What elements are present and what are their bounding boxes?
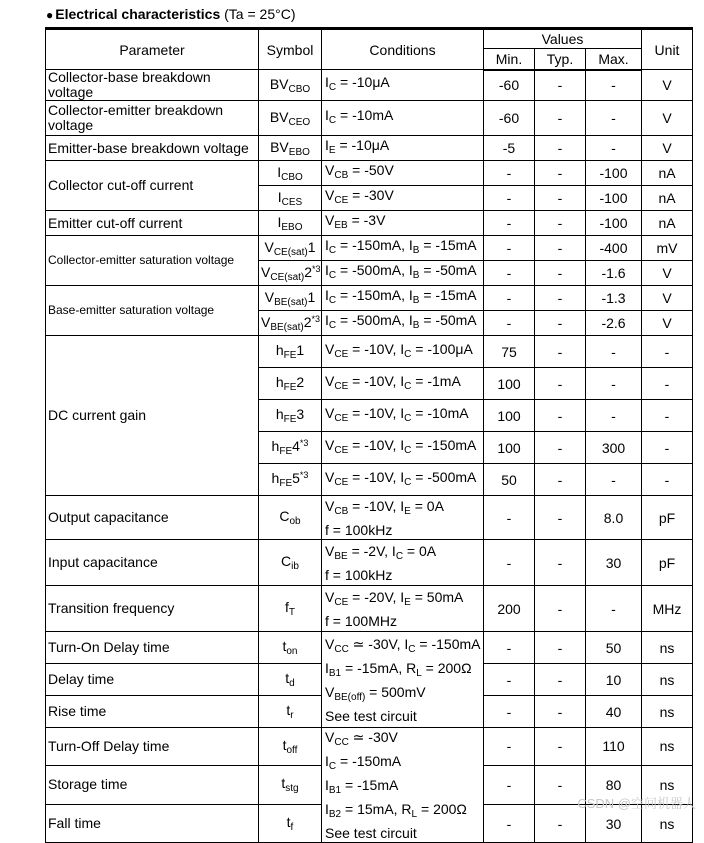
- typ-cell: -: [535, 586, 586, 632]
- condition-line: $V_{EB} = -3V$: [325, 212, 386, 231]
- symbol-cell: $t_d$: [259, 664, 322, 696]
- condition-line: See test circuit: [325, 707, 417, 724]
- symbol-cell: $t_{on}$: [259, 632, 322, 664]
- max-cell: -: [586, 464, 642, 496]
- symbol-cell: $I_{CBO}$: [259, 161, 322, 186]
- header-values: Values: [484, 29, 642, 49]
- min-cell: -: [484, 286, 535, 311]
- header-conditions: Conditions: [322, 29, 484, 70]
- min-cell: -: [484, 540, 535, 586]
- typ-cell: -: [535, 368, 586, 400]
- condition-cell: [322, 632, 484, 728]
- condition-line: $V_{CE} = -10V$, $I_C = -10mA$: [325, 404, 469, 424]
- symbol-cell: $C_{ib}$: [259, 540, 322, 586]
- condition-cell: [322, 236, 484, 261]
- min-cell: -: [484, 728, 535, 766]
- unit-cell: -: [642, 336, 693, 368]
- condition-cell: [322, 101, 484, 136]
- symbol-cell: $h_{FE}5^{*3}$: [259, 464, 322, 496]
- unit-cell: V: [642, 136, 693, 161]
- min-cell: -: [484, 261, 535, 286]
- section-title-text: Electrical characteristics: [55, 6, 221, 22]
- condition-line: $V_{CE} = -20V$, $I_E = 50mA$: [325, 588, 464, 608]
- typ-cell: -: [535, 400, 586, 432]
- min-cell: -60: [484, 101, 535, 136]
- typ-cell: -: [535, 464, 586, 496]
- max-cell: 30: [586, 540, 642, 586]
- param-cell: Rise time: [46, 696, 259, 728]
- header-unit: Unit: [642, 29, 693, 70]
- typ-cell: -: [535, 70, 586, 101]
- param-cell: Turn-Off Delay time: [46, 728, 259, 766]
- unit-cell: ns: [642, 765, 693, 805]
- max-cell: -100: [586, 161, 642, 186]
- symbol-cell: $I_{EBO}$: [259, 211, 322, 236]
- condition-cell: [322, 728, 484, 843]
- unit-cell: ns: [642, 805, 693, 843]
- condition-cell: [322, 136, 484, 161]
- typ-cell: -: [535, 664, 586, 696]
- param-cell: Collector-emitter saturation voltage: [46, 236, 259, 286]
- unit-cell: ns: [642, 728, 693, 766]
- min-cell: -: [484, 311, 535, 336]
- param-cell: Collector-base breakdown voltage: [46, 70, 259, 101]
- max-cell: -: [586, 336, 642, 368]
- typ-cell: -: [535, 728, 586, 766]
- unit-cell: nA: [642, 211, 693, 236]
- typ-cell: -: [535, 432, 586, 464]
- max-cell: -100: [586, 186, 642, 211]
- condition-cell: [322, 464, 484, 496]
- bullet-icon: ●: [46, 8, 54, 22]
- max-cell: 40: [586, 696, 642, 728]
- condition-line: $I_E = -10\mu A$: [325, 137, 390, 156]
- symbol-cell: $V_{CE(sat)}1$: [259, 236, 322, 261]
- min-cell: -: [484, 765, 535, 805]
- param-cell: Storage time: [46, 765, 259, 805]
- condition-cell: [322, 368, 484, 400]
- param-cell: Turn-On Delay time: [46, 632, 259, 664]
- unit-cell: MHz: [642, 586, 693, 632]
- symbol-cell: $t_f$: [259, 805, 322, 843]
- param-cell: Delay time: [46, 664, 259, 696]
- symbol-cell: $BV_{CEO}$: [259, 101, 322, 136]
- max-cell: 110: [586, 728, 642, 766]
- param-cell: Output capacitance: [46, 496, 259, 540]
- min-cell: 75: [484, 336, 535, 368]
- typ-cell: -: [535, 236, 586, 261]
- typ-cell: -: [535, 632, 586, 664]
- max-cell: -1.6: [586, 261, 642, 286]
- min-cell: -5: [484, 136, 535, 161]
- unit-cell: pF: [642, 540, 693, 586]
- param-cell: Emitter-base breakdown voltage: [46, 136, 259, 161]
- section-title-condition: (Ta = 25°C): [224, 6, 296, 22]
- typ-cell: -: [535, 805, 586, 843]
- max-cell: 300: [586, 432, 642, 464]
- max-cell: 8.0: [586, 496, 642, 540]
- symbol-cell: $f_T$: [259, 586, 322, 632]
- max-cell: -: [586, 400, 642, 432]
- symbol-cell: $V_{CE(sat)}2^{*3}$: [259, 261, 322, 286]
- min-cell: -: [484, 211, 535, 236]
- condition-cell: [322, 161, 484, 186]
- unit-cell: ns: [642, 696, 693, 728]
- condition-line: $V_{CE} = -10V$, $I_C = -100\mu A$: [325, 340, 473, 360]
- condition-cell: [322, 540, 484, 586]
- symbol-cell: $t_{stg}$: [259, 765, 322, 805]
- min-cell: -: [484, 805, 535, 843]
- condition-line: f = 100kHz: [325, 566, 393, 583]
- typ-cell: -: [535, 311, 586, 336]
- min-cell: 50: [484, 464, 535, 496]
- header-symbol: Symbol: [259, 29, 322, 70]
- max-cell: -: [586, 136, 642, 161]
- min-cell: -: [484, 664, 535, 696]
- max-cell: -: [586, 101, 642, 136]
- symbol-cell: $h_{FE}1$: [259, 336, 322, 368]
- condition-cell: [322, 186, 484, 211]
- condition-cell: [322, 586, 484, 632]
- unit-cell: V: [642, 70, 693, 101]
- condition-cell: [322, 496, 484, 540]
- condition-line: $V_{CC}$ ≃ -30V: [325, 729, 398, 748]
- typ-cell: -: [535, 161, 586, 186]
- condition-line: $V_{CC}$ ≃ -30V, $I_C = -150mA$: [325, 635, 481, 655]
- condition-line: f = 100kHz: [325, 521, 393, 538]
- min-cell: -: [484, 186, 535, 211]
- condition-cell: [322, 400, 484, 432]
- header-max: Max.: [586, 49, 642, 70]
- unit-cell: ns: [642, 632, 693, 664]
- condition-line: $I_{B2} = 15mA$, $R_L = 200\Omega$: [325, 801, 467, 820]
- max-cell: 80: [586, 765, 642, 805]
- condition-cell: [322, 261, 484, 286]
- condition-line: $V_{CB} = -50V$: [325, 162, 394, 181]
- symbol-cell: $h_{FE}4^{*3}$: [259, 432, 322, 464]
- typ-cell: -: [535, 101, 586, 136]
- unit-cell: V: [642, 311, 693, 336]
- unit-cell: V: [642, 261, 693, 286]
- typ-cell: -: [535, 540, 586, 586]
- symbol-cell: $h_{FE}3$: [259, 400, 322, 432]
- min-cell: -: [484, 696, 535, 728]
- condition-line: $I_C = -150mA$, $I_B = -15mA$: [325, 237, 477, 256]
- max-cell: -2.6: [586, 311, 642, 336]
- param-cell: Collector cut-off current: [46, 161, 259, 211]
- unit-cell: nA: [642, 161, 693, 186]
- header-parameter: Parameter: [46, 29, 259, 70]
- min-cell: -: [484, 236, 535, 261]
- condition-line: $I_C = -10mA$: [325, 107, 394, 126]
- watermark: CSDN @空间机器人: [577, 796, 696, 811]
- max-cell: -: [586, 368, 642, 400]
- param-cell: DC current gain: [46, 336, 259, 496]
- unit-cell: nA: [642, 186, 693, 211]
- max-cell: -: [586, 70, 642, 101]
- max-cell: -: [586, 586, 642, 632]
- param-cell: Base-emitter saturation voltage: [46, 286, 259, 336]
- electrical-characteristics-table: [45, 27, 693, 843]
- unit-cell: -: [642, 464, 693, 496]
- unit-cell: ns: [642, 664, 693, 696]
- typ-cell: -: [535, 496, 586, 540]
- param-cell: Transition frequency: [46, 586, 259, 632]
- condition-cell: [322, 286, 484, 311]
- max-cell: -100: [586, 211, 642, 236]
- unit-cell: V: [642, 101, 693, 136]
- min-cell: -60: [484, 70, 535, 101]
- condition-line: $V_{BE(off)} = 500mV$: [325, 683, 426, 703]
- condition-line: $I_{B1} = -15mA$: [325, 777, 399, 796]
- condition-line: $I_C = -150mA$, $I_B = -15mA$: [325, 287, 477, 306]
- max-cell: 50: [586, 632, 642, 664]
- condition-line: $V_{CE} = -10V$, $I_C = -1mA$: [325, 372, 461, 392]
- condition-line: $V_{CE} = -10V$, $I_C = -150mA$: [325, 436, 477, 456]
- min-cell: 100: [484, 432, 535, 464]
- symbol-cell: $BV_{CBO}$: [259, 70, 322, 101]
- condition-line: $I_C = -10\mu A$: [325, 74, 390, 93]
- condition-cell: [322, 336, 484, 368]
- unit-cell: -: [642, 400, 693, 432]
- symbol-cell: $t_r$: [259, 696, 322, 728]
- typ-cell: -: [535, 696, 586, 728]
- typ-cell: -: [535, 765, 586, 805]
- unit-cell: mV: [642, 236, 693, 261]
- condition-cell: [322, 311, 484, 336]
- typ-cell: -: [535, 261, 586, 286]
- min-cell: 200: [484, 586, 535, 632]
- condition-line: See test circuit: [325, 825, 417, 841]
- condition-line: $I_C = -150mA$: [325, 753, 402, 772]
- symbol-cell: $I_{CES}$: [259, 186, 322, 211]
- min-cell: -: [484, 161, 535, 186]
- section-title: [46, 6, 296, 22]
- unit-cell: -: [642, 432, 693, 464]
- typ-cell: -: [535, 336, 586, 368]
- unit-cell: V: [642, 286, 693, 311]
- param-cell: Emitter cut-off current: [46, 211, 259, 236]
- condition-line: $I_C = -500mA$, $I_B = -50mA$: [325, 262, 477, 281]
- max-cell: 30: [586, 805, 642, 843]
- symbol-cell: $C_{ob}$: [259, 496, 322, 540]
- min-cell: -: [484, 496, 535, 540]
- typ-cell: -: [535, 286, 586, 311]
- header-typ: Typ.: [535, 49, 586, 70]
- symbol-cell: $t_{off}$: [259, 728, 322, 766]
- symbol-cell: $V_{BE(sat)}1$: [259, 286, 322, 311]
- header-min: Min.: [484, 49, 535, 70]
- condition-cell: [322, 211, 484, 236]
- param-cell: Collector-emitter breakdown voltage: [46, 101, 259, 136]
- condition-cell: [322, 432, 484, 464]
- typ-cell: -: [535, 211, 586, 236]
- condition-line: $I_C = -500mA$, $I_B = -50mA$: [325, 312, 477, 331]
- symbol-cell: $V_{BE(sat)}2^{*3}$: [259, 311, 322, 336]
- max-cell: -400: [586, 236, 642, 261]
- condition-line: $V_{CE} = -30V$: [325, 187, 394, 206]
- min-cell: -: [484, 632, 535, 664]
- param-cell: Input capacitance: [46, 540, 259, 586]
- condition-line: $I_{B1} = -15mA$, $R_L = 200\Omega$: [325, 659, 472, 679]
- min-cell: 100: [484, 368, 535, 400]
- max-cell: -1.3: [586, 286, 642, 311]
- param-cell: Fall time: [46, 805, 259, 843]
- unit-cell: pF: [642, 496, 693, 540]
- typ-cell: -: [535, 186, 586, 211]
- unit-cell: -: [642, 368, 693, 400]
- condition-line: $V_{CB} = -10V$, $I_E = 0A$: [325, 497, 444, 517]
- min-cell: 100: [484, 400, 535, 432]
- typ-cell: -: [535, 136, 586, 161]
- condition-cell: [322, 70, 484, 101]
- symbol-cell: $h_{FE}2$: [259, 368, 322, 400]
- symbol-cell: $BV_{EBO}$: [259, 136, 322, 161]
- condition-line: $V_{CE} = -10V$, $I_C = -500mA$: [325, 468, 477, 488]
- condition-line: f = 100MHz: [325, 612, 397, 629]
- condition-line: $V_{BE} = -2V$, $I_C = 0A$: [325, 542, 437, 562]
- max-cell: 10: [586, 664, 642, 696]
